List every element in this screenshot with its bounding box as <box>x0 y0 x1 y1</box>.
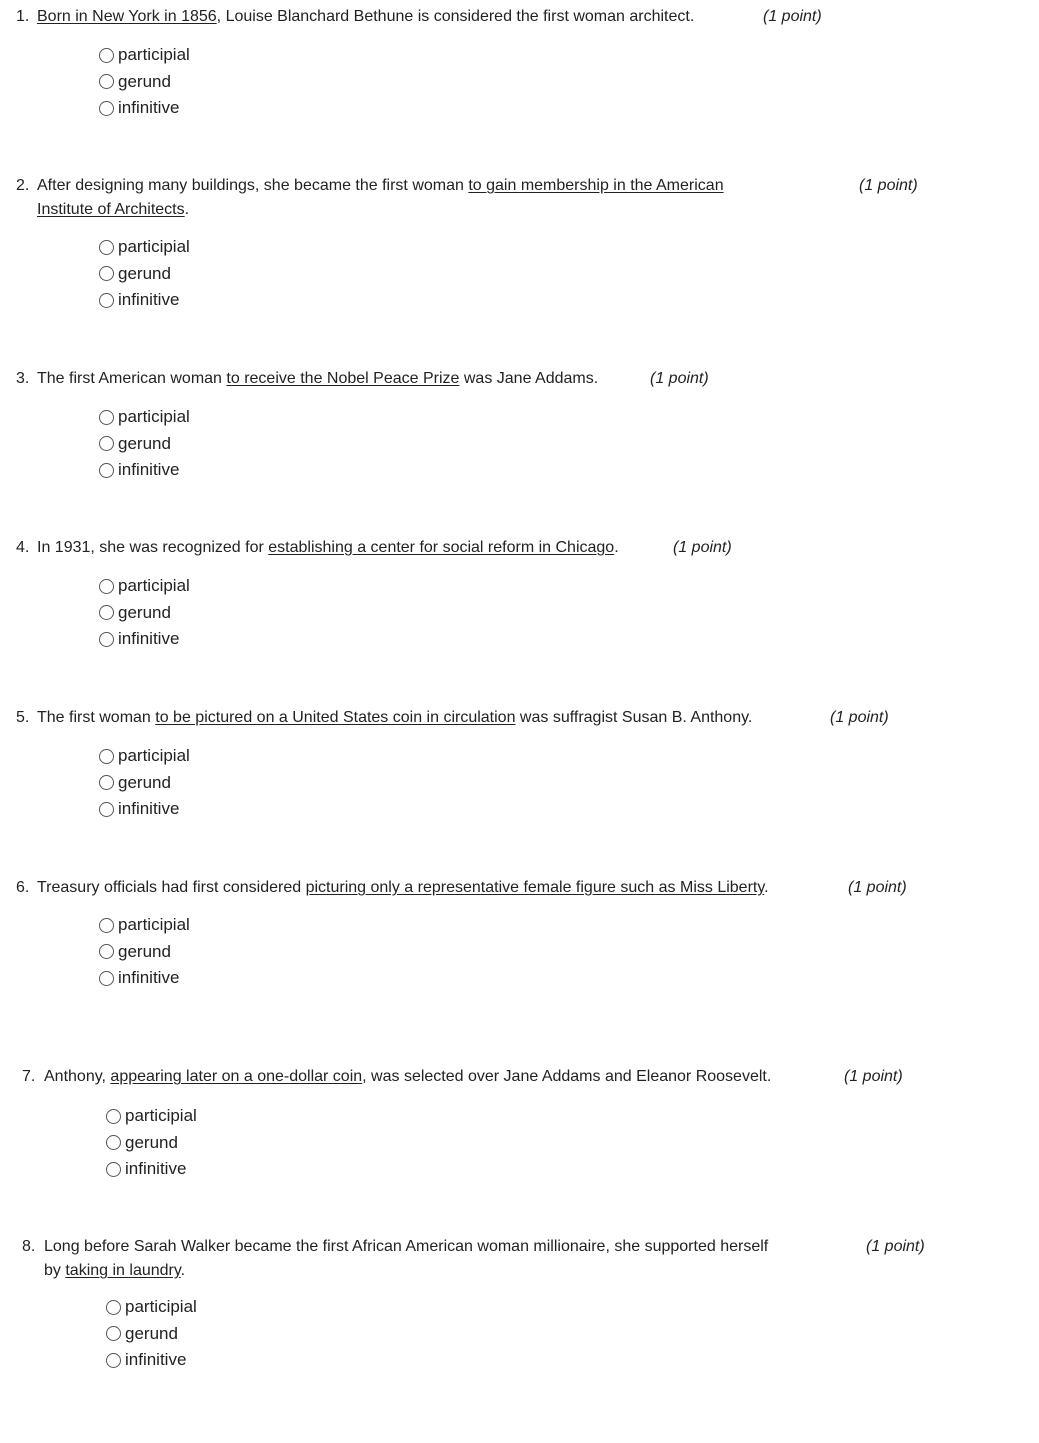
option-infinitive[interactable] <box>99 796 190 823</box>
question-1 <box>0 5 1039 165</box>
question-text-line <box>37 536 619 560</box>
option-label: participial <box>125 1106 197 1126</box>
radio-button[interactable] <box>106 1109 121 1124</box>
question-text-line <box>37 706 752 730</box>
option-infinitive[interactable] <box>99 457 190 484</box>
option-label: gerund <box>118 433 171 453</box>
question-text-line <box>37 367 598 391</box>
radio-button[interactable] <box>99 436 114 451</box>
question-text: Anthony, <box>44 1068 111 1085</box>
radio-button[interactable] <box>99 918 114 933</box>
question-text: After designing many buildings, she became the first woman <box>37 177 469 194</box>
question-text: was suffragist Susan B. Anthony. <box>515 709 753 726</box>
option-infinitive[interactable] <box>106 1156 197 1183</box>
question-number: 1. <box>16 8 30 25</box>
radio-button[interactable] <box>99 410 114 425</box>
option-label: participial <box>118 746 190 766</box>
answer-options <box>99 404 190 484</box>
underlined-phrase: taking in laundry <box>65 1262 181 1279</box>
answer-options <box>99 912 190 992</box>
option-participial[interactable] <box>99 743 190 770</box>
question-number: 7. <box>22 1068 36 1085</box>
radio-button[interactable] <box>99 749 114 764</box>
points-label: (1 point) <box>844 1068 903 1085</box>
radio-button[interactable] <box>99 101 114 116</box>
radio-button[interactable] <box>99 802 114 817</box>
question-text: . <box>614 539 619 556</box>
option-infinitive[interactable] <box>106 1347 197 1374</box>
option-label: infinitive <box>125 1159 187 1179</box>
radio-button[interactable] <box>106 1135 121 1150</box>
underlined-phrase: picturing only a representative female figure such as Miss Liberty <box>305 879 765 896</box>
radio-button[interactable] <box>99 48 114 63</box>
answer-options <box>106 1294 197 1374</box>
option-gerund[interactable] <box>99 770 190 797</box>
points-label: (1 point) <box>859 177 918 194</box>
option-gerund[interactable] <box>99 431 190 458</box>
option-label: gerund <box>118 772 171 792</box>
question-text: . <box>764 879 769 896</box>
radio-button[interactable] <box>106 1162 121 1177</box>
radio-button[interactable] <box>99 579 114 594</box>
option-infinitive[interactable] <box>99 965 190 992</box>
answer-options <box>99 573 190 653</box>
underlined-phrase: Born in New York in 1856 <box>37 8 217 25</box>
option-label: participial <box>118 45 190 65</box>
radio-button[interactable] <box>106 1300 121 1315</box>
question-number: 8. <box>22 1238 36 1255</box>
option-label: infinitive <box>118 968 180 988</box>
points-label: (1 point) <box>763 8 822 25</box>
question-text: , Louise Blanchard Bethune is considered the first woman architect. <box>216 8 695 25</box>
radio-button[interactable] <box>99 971 114 986</box>
question-3 <box>0 367 1039 527</box>
option-label: infinitive <box>118 629 180 649</box>
option-participial[interactable] <box>99 234 190 261</box>
underlined-phrase: to be pictured on a United States coin in circulation <box>155 709 516 726</box>
option-gerund[interactable] <box>99 69 190 96</box>
question-text: Long before Sarah Walker became the first African American woman millionaire, she supported herself <box>44 1238 769 1255</box>
question-number: 4. <box>16 539 30 556</box>
option-label: infinitive <box>118 98 180 118</box>
underlined-phrase: establishing a center for social reform in Chicago <box>268 539 615 556</box>
option-label: gerund <box>118 602 171 622</box>
radio-button[interactable] <box>106 1353 121 1368</box>
option-participial[interactable] <box>99 42 190 69</box>
question-text-line <box>44 1235 768 1259</box>
question-text: . <box>180 1262 186 1279</box>
question-text: In 1931, she was recognized for <box>37 539 269 556</box>
question-5 <box>0 706 1039 866</box>
option-label: participial <box>125 1297 197 1317</box>
radio-button[interactable] <box>99 240 114 255</box>
question-text-line <box>37 876 769 900</box>
radio-button[interactable] <box>99 293 114 308</box>
question-2 <box>0 174 1039 334</box>
question-text-line <box>37 198 189 222</box>
option-label: participial <box>118 576 190 596</box>
option-infinitive[interactable] <box>99 626 190 653</box>
question-number: 2. <box>16 177 30 194</box>
question-7 <box>0 1065 1039 1225</box>
question-text: , was selected over Jane Addams and Eleanor Roosevelt. <box>362 1068 772 1085</box>
radio-button[interactable] <box>99 463 114 478</box>
question-text-line <box>44 1065 771 1089</box>
option-participial[interactable] <box>99 912 190 939</box>
option-label: gerund <box>125 1132 178 1152</box>
question-text: by <box>44 1262 66 1279</box>
question-number: 6. <box>16 879 30 896</box>
option-label: participial <box>118 407 190 427</box>
question-text: Treasury officials had first considered <box>37 879 306 896</box>
question-number: 3. <box>16 370 30 387</box>
points-label: (1 point) <box>650 370 709 387</box>
radio-button[interactable] <box>99 266 114 281</box>
answer-options <box>106 1103 197 1183</box>
question-8 <box>0 1235 1039 1395</box>
question-text: The first American woman <box>37 370 227 387</box>
option-label: infinitive <box>118 799 180 819</box>
radio-button[interactable] <box>99 74 114 89</box>
option-gerund[interactable] <box>106 1321 197 1348</box>
radio-button[interactable] <box>99 605 114 620</box>
points-label: (1 point) <box>848 879 907 896</box>
answer-options <box>99 42 190 122</box>
option-label: infinitive <box>118 290 180 310</box>
option-label: infinitive <box>118 460 180 480</box>
option-gerund[interactable] <box>99 261 190 288</box>
points-label: (1 point) <box>673 539 732 556</box>
question-6 <box>0 876 1039 1036</box>
underlined-phrase: Institute of Architects <box>37 201 185 218</box>
option-gerund[interactable] <box>106 1130 197 1157</box>
question-text-line <box>44 1259 185 1283</box>
option-infinitive[interactable] <box>99 287 190 314</box>
question-text-line <box>37 174 724 198</box>
option-label: infinitive <box>125 1350 187 1370</box>
option-gerund[interactable] <box>99 600 190 627</box>
underlined-phrase: appearing later on a one-dollar coin <box>110 1068 363 1085</box>
option-participial[interactable] <box>99 573 190 600</box>
option-label: gerund <box>118 941 171 961</box>
question-text-line <box>37 5 694 29</box>
question-text: The first woman <box>37 709 156 726</box>
points-label: (1 point) <box>866 1238 925 1255</box>
radio-button[interactable] <box>99 944 114 959</box>
answer-options <box>99 234 190 314</box>
answer-options <box>99 743 190 823</box>
option-participial[interactable] <box>106 1103 197 1130</box>
radio-button[interactable] <box>99 632 114 647</box>
question-4 <box>0 536 1039 696</box>
underlined-phrase: to gain membership in the American <box>468 177 724 194</box>
option-label: gerund <box>118 263 171 283</box>
option-label: participial <box>118 915 190 935</box>
option-label: gerund <box>118 71 171 91</box>
option-participial[interactable] <box>99 404 190 431</box>
option-label: participial <box>118 237 190 257</box>
question-text: was Jane Addams. <box>459 370 599 387</box>
radio-button[interactable] <box>106 1326 121 1341</box>
question-number: 5. <box>16 709 30 726</box>
radio-button[interactable] <box>99 775 114 790</box>
underlined-phrase: to receive the Nobel Peace Prize <box>226 370 460 387</box>
option-participial[interactable] <box>106 1294 197 1321</box>
option-label: gerund <box>125 1323 178 1343</box>
option-infinitive[interactable] <box>99 95 190 122</box>
option-gerund[interactable] <box>99 939 190 966</box>
question-text: . <box>184 201 190 218</box>
points-label: (1 point) <box>830 709 889 726</box>
